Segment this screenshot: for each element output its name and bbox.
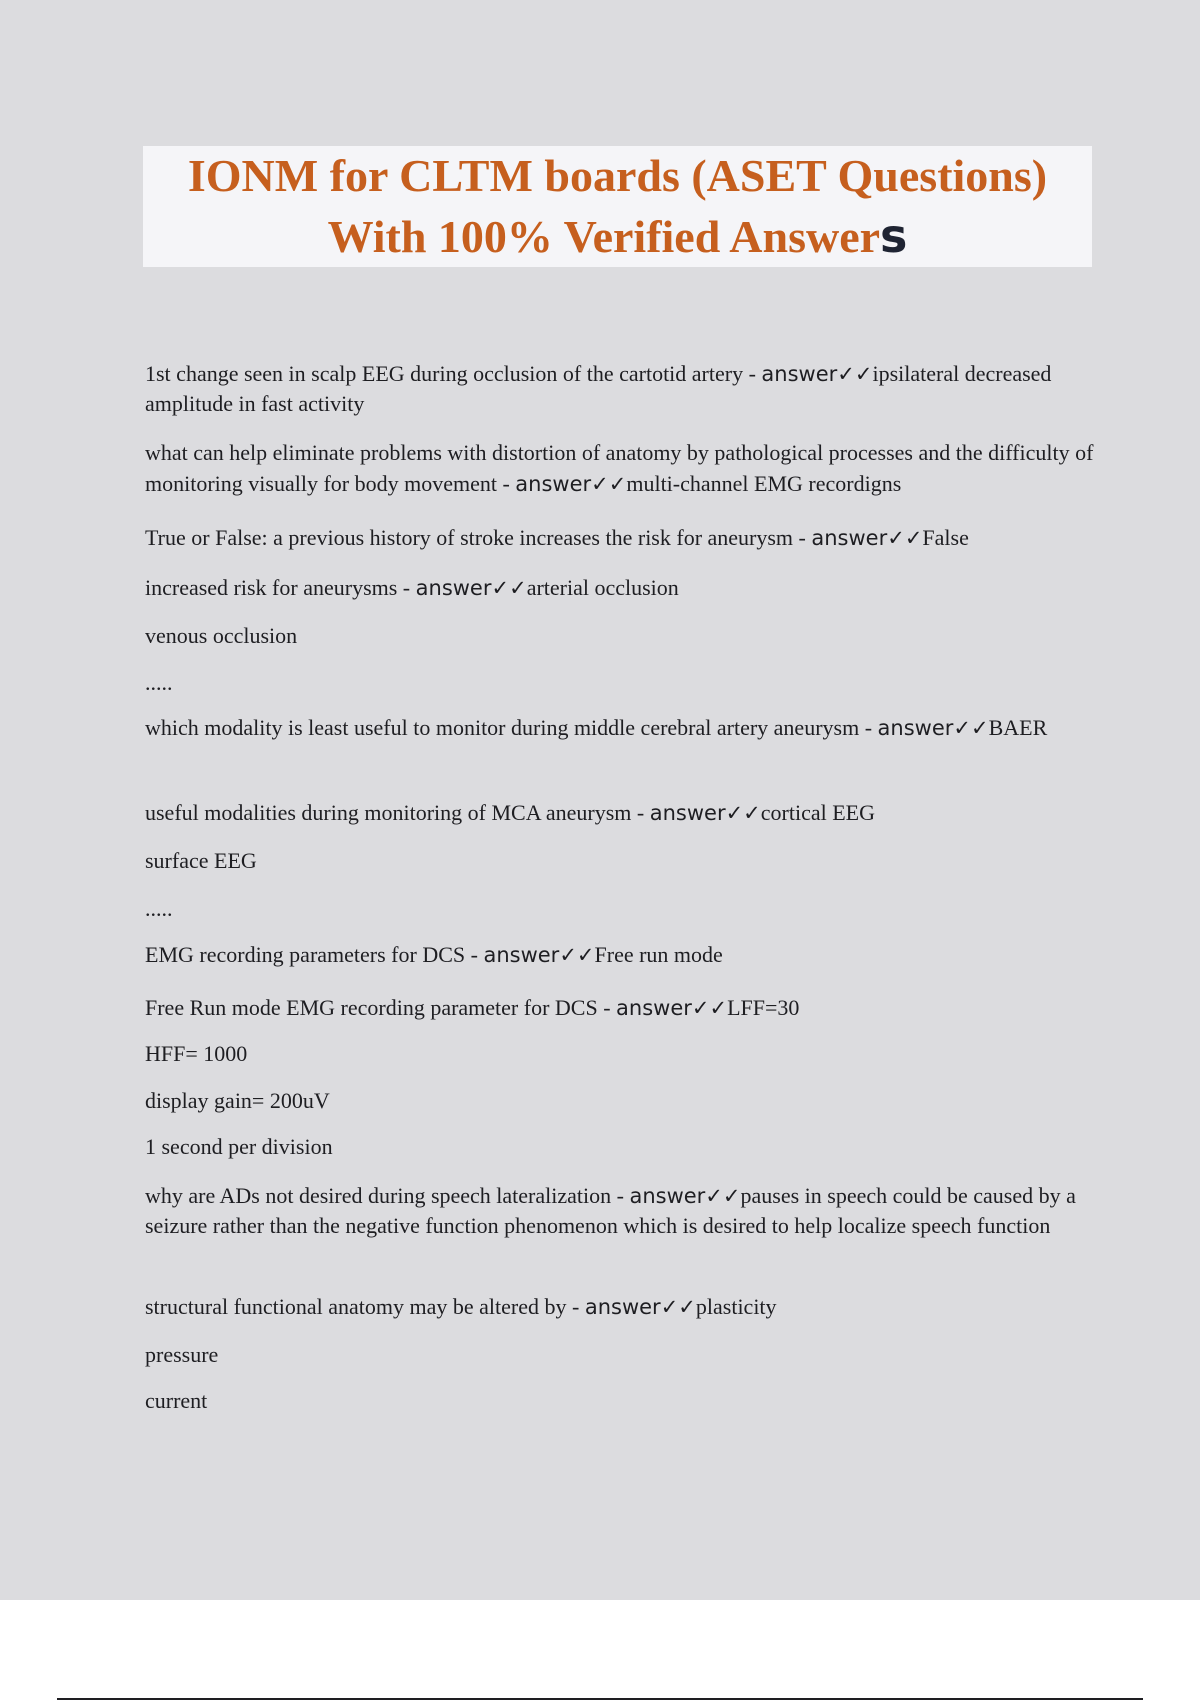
entry-answer: Free run mode — [594, 942, 723, 967]
title-line-2-main: With 100% Verified Answer — [327, 211, 881, 262]
entry-question: structural functional anatomy may be altered by - — [145, 1294, 585, 1319]
entry-4 — [145, 572, 1095, 604]
entry-answer: arterial occlusion — [526, 575, 679, 600]
answer-marker: answer✓✓ — [629, 1184, 741, 1208]
entry-answer: ipsilateral decreased amplitude in fast activity — [145, 361, 1052, 416]
entry-answer: False — [922, 525, 969, 550]
entry-question: what can help eliminate problems with distortion of anatomy by pathological processes and the difficulty of monitoring visually for body movement - — [145, 440, 1094, 496]
entry-15: 1 second per division — [145, 1134, 333, 1159]
answer-marker: answer✓✓ — [616, 996, 728, 1020]
entry-answer: cortical EEG — [760, 800, 876, 825]
entry-9: surface EEG — [145, 848, 257, 873]
entry-answer: BAER — [988, 715, 1048, 740]
entry-19: current — [145, 1388, 208, 1413]
entry-2 — [145, 437, 1095, 500]
entry-13: HFF= 1000 — [145, 1041, 248, 1066]
entry-10: ..... — [145, 896, 173, 921]
answer-marker: answer✓✓ — [415, 576, 527, 600]
entry-16 — [145, 1181, 1095, 1240]
title-line-1: IONM for CLTM boards (ASET Questions) — [187, 150, 1048, 201]
entry-12 — [145, 992, 1095, 1024]
entry-answer: LFF=30 — [727, 995, 800, 1020]
answer-marker: answer✓✓ — [811, 526, 923, 550]
entry-answer: multi-channel EMG recordigns — [626, 471, 902, 496]
entry-question: EMG recording parameters for DCS - — [145, 942, 484, 967]
answer-marker: answer✓✓ — [483, 943, 595, 967]
entry-question: increased risk for aneurysms - — [145, 575, 416, 600]
title-line-2-tail: s — [880, 209, 908, 263]
entry-1 — [145, 359, 1095, 418]
answer-marker: answer✓✓ — [649, 801, 761, 825]
entry-question: why are ADs not desired during speech lateralization - — [145, 1183, 630, 1208]
entry-18: pressure — [145, 1342, 219, 1367]
entry-6: ..... — [145, 670, 173, 695]
answer-marker: answer✓✓ — [584, 1295, 696, 1319]
title-box — [143, 146, 1092, 267]
entry-question: Free Run mode EMG recording parameter for DCS - — [145, 995, 617, 1020]
entry-question: True or False: a previous history of stroke increases the risk for aneurysm - — [145, 525, 812, 550]
entry-14: display gain= 200uV — [145, 1088, 330, 1113]
entry-5: venous occlusion — [145, 623, 298, 648]
entry-11 — [145, 939, 1095, 971]
entry-8 — [145, 797, 1095, 829]
answer-marker: answer✓✓ — [761, 362, 873, 386]
entry-question: which modality is least useful to monitor during middle cerebral artery aneurysm - — [145, 715, 878, 740]
title-line-2 — [143, 206, 1092, 267]
answer-marker: answer✓✓ — [515, 472, 627, 496]
entry-7 — [145, 712, 1095, 744]
entry-question: 1st change seen in scalp EEG during occlusion of the cartotid artery - — [145, 361, 762, 386]
answer-marker: answer✓✓ — [877, 716, 989, 740]
entry-answer: pauses in speech could be caused by a seizure rather than the negative function phenomenon which is desired to help localize speech function — [145, 1183, 1076, 1238]
entry-3 — [145, 522, 1095, 554]
entry-question: useful modalities during monitoring of MCA aneurysm - — [145, 800, 650, 825]
entry-17 — [145, 1291, 1095, 1323]
entry-answer: plasticity — [695, 1294, 777, 1319]
